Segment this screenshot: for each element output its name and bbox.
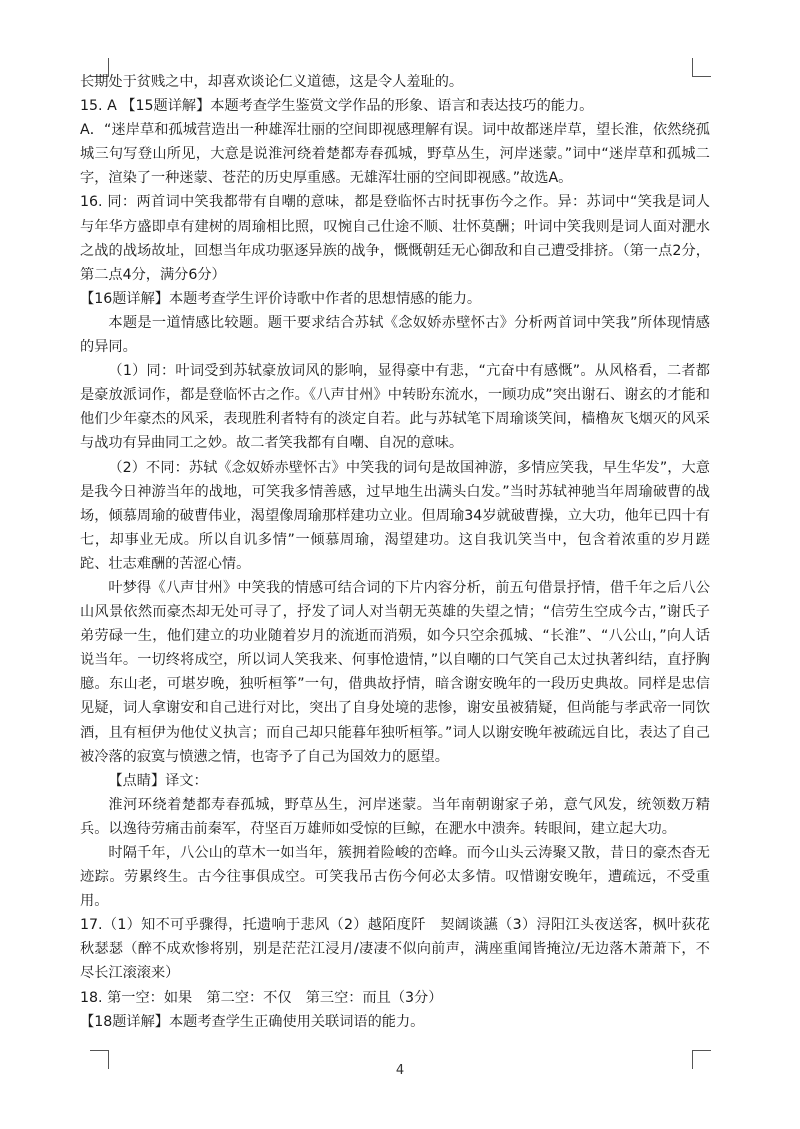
answer-16-intro: 本题是一道情感比较题。题干要求结合苏轼《念奴娇赤壁怀古》分析两首词中笑我”所体现情感的异同。 <box>80 314 710 356</box>
translation-part-1: 淮河环绕着楚都寿春孤城，野草丛生，河岸迷蒙。当年南朝谢家子弟，意气风发，统领数万精兵。以逸待劳痛击前秦军，苻坚百万雄师如受惊的巨鲸，在淝水中溃奔。转眼间，建立起大功。 <box>80 796 710 837</box>
answer-16: 16. 同：两首词中笑我都带有自嘲的意味，都是登临怀古时抚事伤今之作。异：苏词中“笑我是词人与年华方盛即卓有建树的周瑜相比照，叹惋自己仕途不顺、壮怀莫酬；叶词中笑我则是词人面对淝水之战的战场故址，回想当年成功驱逐异族的战争，慨慨朝廷无心御敌和自己遭受排挤。（第一点2分，第二点4分，满分6分） <box>80 194 710 283</box>
answer-16-similarity: （1）同：叶词受到苏轼豪放词风的影响，显得豪中有悲，“亢奋中有感慨”。从风格看，二者都是豪放派词作，都是登临怀古之作。《八声甘州》中转盼东流水，一顾功成”突出谢石、谢玄的才能和他们少年豪杰的风采，表现胜利者特有的淡定自若。此与苏轼笔下周瑜谈笑间，樯橹灰飞烟灭的风采与战功有异曲同工之妙。故二者笑我都有自嘲、自况的意味。 <box>80 363 710 452</box>
translation-part-2: 时隔千年，八公山的草木一如当年，簇拥着险峻的峦峰。而今山头云涛聚又散，昔日的豪杰杳无迹踪。劳累终生。古今往事俱成空。可笑我吊古伤今何必太多情。叹惜谢安晚年，遭疏远，不受重用。 <box>80 845 710 910</box>
answer-18: 18. 第一空：如果 第二空：不仅 第三空：而且（3分） <box>80 989 443 1006</box>
translation-heading: 【点睛】译文： <box>108 772 208 789</box>
answer-16-heading: 【16题详解】本题考查学生评价诗歌中作者的思想情感的能力。 <box>80 290 482 307</box>
answer-16-difference: （2）不同：苏轼《念奴娇赤壁怀古》中笑我的词句是故国神游，多情应笑我，早生华发”，大意是我今日神游当年的战地，可笑我多情善感，过早地生出满头白发。”当时苏轼神驰当年周瑜破曹的战场，倾慕周瑜的破曹伟业，渴望像周瑜那样建功立业。但周瑜34岁就破曹操，立大功，他年已四十有七，却事业无成。所以自讥多情”一倾慕周瑜，渴望建功。这自我讥笑当中，包含着浓重的岁月蹉跎、壮志难酬的苦涩心情。 <box>80 459 710 572</box>
answer-16-ye-analysis: 叶梦得《八声甘州》中笑我的情感可结合词的下片内容分析，前五句借景抒情，借千年之后八公山风景依然而豪杰却无处可寻了，抒发了词人对当朝无英雄的失望之情；“信劳生空成今古，”谢氏子弟劳碌一生，他们建立的功业随着岁月的流逝而消殒，如今只空余孤城、“长淮”、“八公山，”向人话说当年。一切终将成空，所以词人笑我来、何事怆遗情，”以自嘲的口气笑自己太过执著纠结，直抒胸臆。东山老，可堪岁晚，独听桓筝”一句，借典故抒情，暗含谢安晚年的一段历史典故。同样是忠信见疑，词人拿谢安和自己进行对比，突出了自身处境的悲惨，谢安虽被猜疑，但尚能与孝武帝一同饮酒，且有桓伊为他仗义执言；而自己却只能暮年独听桓筝。”词人以谢安晚年被疏远自比，表达了自己被冷落的寂寞与愤懑之情，也寄予了自己为国效力的愿望。 <box>80 579 710 765</box>
paragraph-carryover: 长期处于贫贱之中，却喜欢谈论仁义道德，这是令人羞耻的。 <box>80 74 464 90</box>
answer-18-heading: 【18题详解】本题考查学生正确使用关联词语的能力。 <box>80 1013 425 1030</box>
page-number: 4 <box>395 1063 405 1078</box>
answer-key-text <box>80 70 710 1034</box>
answer-17: 17.（1）知不可乎骤得，托遗响于悲风（2）越陌度阡 契阔谈讌（3）浔阳江头夜送客，枫叶荻花秋瑟瑟（醉不成欢惨将别，别是茫茫江浸月/凄凄不似向前声，满座重闻皆掩泣/无边落木萧萧下，不尽长江滚滚来） <box>80 917 710 982</box>
answer-15: 15. A 【15题详解】本题考查学生鉴赏文学作品的形象、语言和表达技巧的能力。 <box>80 98 594 115</box>
answer-15-explanation: A．“迷岸草和孤城营造出一种雄浑壮丽的空间即视感理解有误。词中故都迷岸草，望长淮，依然绕孤城三句写登山所见，大意是说淮河绕着楚都寿春孤城，野草丛生，河岸迷蒙。”词中“迷岸草和孤城二字，渲染了一种迷蒙、苍茫的历史厚重感。无雄浑壮丽的空间即视感。”故选A。 <box>80 122 710 187</box>
